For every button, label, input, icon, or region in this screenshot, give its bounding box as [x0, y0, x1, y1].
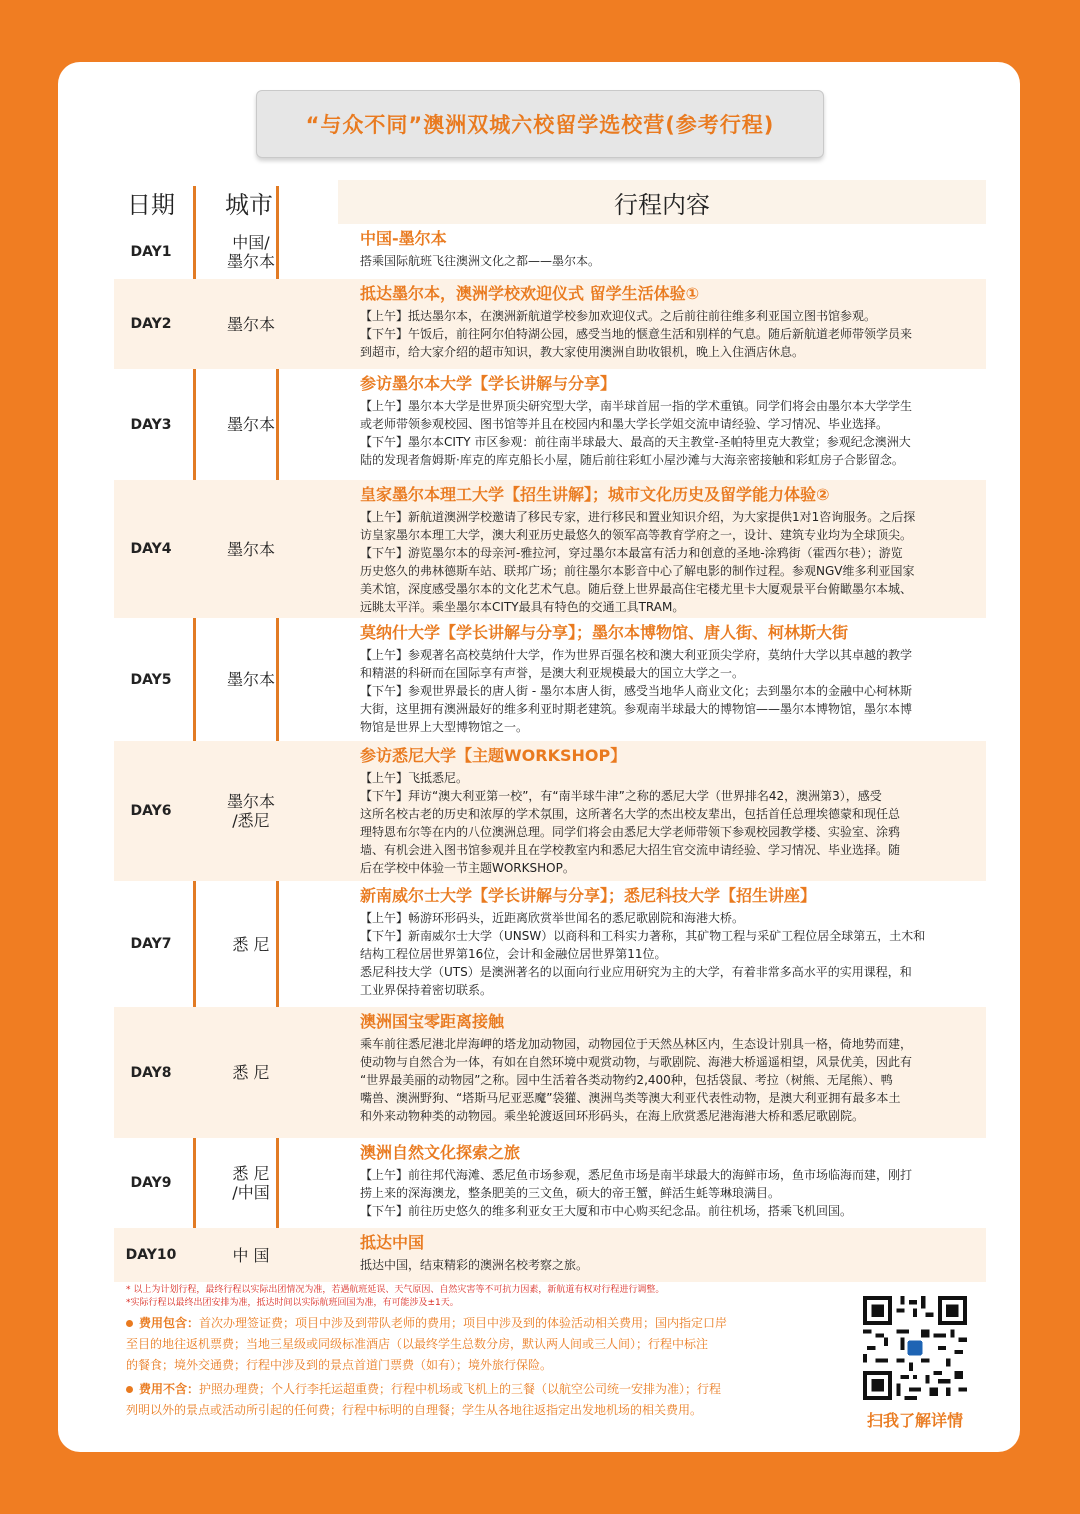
itinerary-text-line: 大街，这里拥有澳洲最好的维多利亚时期老建筑。参观南半球最大的博物馆——墨尔本博物馆，墨尔本博	[360, 702, 913, 716]
day-label: DAY2	[130, 316, 172, 332]
itinerary-text-line: 和外来动物种类的动物园。乘坐轮渡返回环形码头，在海上欣赏悉尼港海港大桥和悉尼歌剧院。	[360, 1109, 865, 1123]
itinerary-text-line: 【上午】前往邦代海滩、悉尼鱼市场参观，悉尼鱼市场是南半球最大的海鲜市场，鱼市场临海而建，刚打	[360, 1168, 913, 1182]
city-line: 墨尔本	[226, 314, 275, 334]
city-label	[194, 881, 308, 1007]
itinerary-text-line: 悉尼科技大学（UTS）是澳洲著名的以面向行业应用研究为主的大学，有着非常多高水平的实用课程，和	[360, 965, 912, 979]
day-title: 抵达中国	[360, 1233, 425, 1252]
notes-section	[126, 1284, 886, 1421]
day-title: 中国-墨尔本	[360, 229, 447, 248]
itinerary-table	[114, 224, 986, 1282]
itinerary-row	[114, 224, 986, 279]
itinerary-text-line: 【下午】午饭后，前往阿尔伯特湖公园，感受当地的惬意生活和别样的气息。随后新航道老师带领学员来	[360, 327, 913, 341]
day-label: DAY8	[130, 1064, 172, 1081]
itinerary-content	[360, 741, 986, 877]
city-label	[194, 1228, 308, 1282]
itinerary-content	[360, 1007, 986, 1125]
fee-include-line: 的餐食；境外交通费；行程中涉及到的景点首道门票费（如有）；境外旅行保险。	[126, 1358, 553, 1372]
itinerary-text-line: 或老师带领参观校园、图书馆等并且在校园内和墨大学长学姐交流申请经验、学习情况、毕业选择。	[360, 417, 889, 431]
itinerary-text-line: 访皇家墨尔本理工大学，澳大利亚历史最悠久的领军高等教育学府之一，设计、建筑专业均为全球顶尖。	[360, 528, 913, 542]
itinerary-text-line: 历史悠久的弗林德斯车站、联邦广场；前往墨尔本影音中心了解电影的制作过程。参观NGV维多利亚国家	[360, 564, 915, 578]
itinerary-row	[114, 279, 986, 369]
bullet-icon	[126, 1320, 133, 1327]
itinerary-text-line: 【下午】参观世界最长的唐人街 - 墨尔本唐人街，感受当地华人商业文化；去到墨尔本的金融中心柯林斯	[360, 684, 912, 698]
itinerary-text-line: 捞上来的深海澳龙，整条肥美的三文鱼，硕大的帝王蟹，鲜活生蚝等琳琅满目。	[360, 1186, 781, 1200]
itinerary-text-line: 【上午】墨尔本大学是世界顶尖研究型大学，南半球首屈一指的学术重镇。同学们将会由墨尔本大学学生	[360, 399, 913, 413]
itinerary-text-line: 后在学校中体验一节主题WORKSHOP。	[360, 861, 575, 875]
itinerary-text-line: 【下午】游览墨尔本的母亲河-雅拉河，穿过墨尔本最富有活力和创意的圣地-涂鸦街（霍西尔巷）；游览	[360, 546, 903, 560]
city-line: 墨尔本	[226, 792, 275, 811]
fee-exclude	[126, 1379, 886, 1421]
fee-include-line: 至目的地往返机票费；当地三星级或同级标准酒店（以最终学生总数分房，默认两人间或三人间）；行程中标注	[126, 1337, 709, 1351]
itinerary-row	[114, 480, 986, 618]
itinerary-row	[114, 881, 986, 1007]
city-line: /中国	[232, 1183, 270, 1202]
itinerary-content	[360, 279, 986, 361]
city-line: 悉 尼	[232, 1164, 270, 1183]
fee-include-label: 费用包含：	[139, 1316, 200, 1330]
column-header-content: 行程内容	[338, 180, 986, 224]
qr-code-icon[interactable]	[863, 1296, 967, 1400]
column-header-date: 日期	[127, 190, 175, 219]
itinerary-text-line: 这所名校古老的历史和浓厚的学术氛围，这所著名大学的杰出校友辈出，包括首任总理埃德蒙和现任总	[360, 807, 901, 821]
city-line: 悉 尼	[232, 934, 270, 954]
day-label: DAY7	[130, 936, 172, 952]
itinerary-content	[360, 480, 986, 616]
itinerary-row	[114, 741, 986, 881]
fee-exclude-label: 费用不含：	[139, 1382, 200, 1396]
fee-exclude-line: 护照办理费；个人行李托运超重费；行程中机场或飞机上的三餐（以航空公司统一安排为准）；行程	[199, 1382, 722, 1396]
fee-include-line: 首次办理签证费；项目中涉及到带队老师的费用；项目中涉及到的体验活动相关费用；国内指定口岸	[199, 1316, 728, 1330]
day-label: DAY1	[130, 243, 172, 260]
day-title: 新南威尔士大学【学长讲解与分享】；悉尼科技大学【招生讲座】	[360, 886, 817, 905]
itinerary-text-line: 美术馆，深度感受墨尔本的文化艺术气息。随后登上世界最高住宅楼尤里卡大厦观景平台俯瞰墨尔本城、	[360, 582, 913, 596]
city-label	[194, 480, 308, 618]
disclaimer-note: *实际行程以最终出团安排为准，抵达时间以实际航班回国为准，有可能涉及±1天。	[126, 1298, 459, 1308]
itinerary-row	[114, 369, 986, 480]
city-line: 悉 尼	[232, 1063, 270, 1082]
city-label	[194, 1007, 308, 1138]
itinerary-text-line: 搭乘国际航班飞往澳洲文化之都——墨尔本。	[360, 254, 601, 268]
itinerary-text-line: 【上午】新航道澳洲学校邀请了移民专家，进行移民和置业知识介绍，为大家提供1对1咨询服务。之后探	[360, 510, 916, 524]
itinerary-content	[360, 1138, 986, 1220]
city-label	[194, 618, 308, 741]
itinerary-row	[114, 1138, 986, 1228]
table-header	[114, 180, 986, 224]
page-title: “与众不同”澳洲双城六校留学选校营(参考行程)	[256, 90, 824, 158]
city-label	[194, 279, 308, 369]
itinerary-text-line: 抵达中国，结束精彩的澳洲名校考察之旅。	[360, 1258, 589, 1272]
itinerary-text-line: 使动物与自然合为一体，有如在自然环境中观赏动物，与歌剧院、海港大桥遥遥相望，风景优美，因此有	[360, 1055, 913, 1069]
itinerary-row	[114, 1007, 986, 1138]
itinerary-text-line: “世界最美丽的动物园”之称。园中生活着各类动物约2,400种，包括袋鼠、考拉（树熊、无尾熊）、鸭	[360, 1073, 893, 1087]
day-title: 澳洲国宝零距离接触	[360, 1012, 505, 1031]
fee-exclude-line: 列明以外的景点或活动所引起的任何费；行程中标明的自理餐；学生从各地往返指定出发地机场的相关费用。	[126, 1403, 703, 1417]
city-line: 中国/	[232, 232, 270, 252]
itinerary-text-line: 理特恩布尔等在内的八位澳洲总理。同学们将会由悉尼大学老师带领下参观校园教学楼、实验室、涂鸦	[360, 825, 901, 839]
itinerary-text-line: 和精湛的科研而在国际享有声誉，是澳大利亚规模最大的国立大学之一。	[360, 666, 745, 680]
bullet-icon	[126, 1386, 133, 1393]
city-label	[194, 741, 308, 881]
itinerary-text-line: 【下午】前往历史悠久的维多利亚女王大厦和市中心购买纪念品。前往机场，搭乘飞机回国。	[360, 1204, 853, 1218]
day-label: DAY9	[130, 1175, 172, 1191]
itinerary-text-line: 陆的发现者詹姆斯·库克的库克船长小屋，随后前往彩虹小屋沙滩与大海亲密接触和彩虹房子合影留念。	[360, 453, 904, 467]
city-line: /悉尼	[232, 811, 270, 830]
day-label: DAY10	[125, 1247, 177, 1263]
itinerary-text-line: 工业界保持着密切联系。	[360, 983, 493, 997]
itinerary-content	[360, 369, 986, 469]
itinerary-text-line: 【上午】抵达墨尔本，在澳洲新航道学校参加欢迎仪式。之后前往前往维多利亚国立图书馆参观。	[360, 309, 877, 323]
itinerary-row	[114, 1228, 986, 1282]
itinerary-text-line: 【上午】飞抵悉尼。	[360, 771, 469, 785]
day-label: DAY5	[130, 671, 172, 688]
itinerary-content	[360, 1228, 986, 1274]
itinerary-text-line: 【下午】墨尔本CITY 市区参观：前往南半球最大、最高的天主教堂-圣帕特里克大教堂；参观纪念澳洲大	[360, 435, 911, 449]
itinerary-text-line: 嘴兽、澳洲野狗、“塔斯马尼亚恶魔”袋獾、澳洲鸟类等澳大利亚代表性动物，是澳大利亚拥有最多本土	[360, 1091, 901, 1105]
itinerary-text-line: 【上午】参观著名高校莫纳什大学，作为世界百强名校和澳大利亚顶尖学府，莫纳什大学以其卓越的教学	[360, 648, 913, 662]
itinerary-text-line: 结构工程位居世界第16位，会计和金融位居世界第11位。	[360, 947, 667, 961]
itinerary-content	[360, 618, 986, 736]
itinerary-text-line: 【上午】畅游环形码头，近距离欣赏举世闻名的悉尼歌剧院和海港大桥。	[360, 911, 745, 925]
day-title: 抵达墨尔本，澳洲学校欢迎仪式 留学生活体验①	[360, 284, 700, 303]
itinerary-text-line: 到超市，给大家介绍的超市知识，教大家使用澳洲自助收银机，晚上入住酒店休息。	[360, 345, 805, 359]
qr-code-label: 扫我了解详情	[866, 1411, 963, 1430]
itinerary-row	[114, 618, 986, 741]
itinerary-text-line: 物馆是世界上大型博物馆之一。	[360, 720, 529, 734]
itinerary-card	[58, 62, 1020, 1452]
itinerary-text-line: 远眺太平洋。乘坐墨尔本CITY最具有特色的交通工具TRAM。	[360, 600, 685, 614]
day-label: DAY6	[130, 803, 172, 819]
city-line: 墨尔本	[226, 415, 275, 434]
itinerary-content	[360, 881, 986, 999]
city-line: 中 国	[232, 1245, 270, 1265]
day-label: DAY4	[130, 541, 172, 557]
day-label: DAY3	[130, 416, 172, 433]
city-line: 墨尔本	[226, 539, 275, 559]
fee-include	[126, 1313, 886, 1376]
day-title: 澳洲自然文化探索之旅	[360, 1143, 521, 1162]
disclaimer-note: * 以上为计划行程，最终行程以实际出团情况为准，若遇航班延误、天气原因、自然灾害等不可抗力因素，新航道有权对行程进行调整。	[126, 1285, 665, 1295]
itinerary-text-line: 【下午】新南威尔士大学（UNSW）以商科和工科实力著称，其矿物工程与采矿工程位居全球第五，土木和	[360, 929, 926, 943]
day-title: 参访悉尼大学【主题WORKSHOP】	[360, 746, 627, 765]
day-title: 参访墨尔本大学【学长讲解与分享】	[360, 374, 617, 393]
city-line: 墨尔本	[226, 670, 275, 689]
city-label	[194, 224, 308, 279]
itinerary-content	[360, 224, 986, 270]
city-label	[194, 369, 308, 480]
itinerary-text-line: 【下午】拜访“澳大利亚第一校”，有“南半球牛津”之称的悉尼大学（世界排名42，澳洲第3），感受	[360, 789, 882, 803]
itinerary-text-line: 乘车前往悉尼港北岸海岬的塔龙加动物园，动物园位于天然丛林区内，生态设计别具一格，倚地势而建，	[360, 1037, 913, 1051]
day-title: 莫纳什大学【学长讲解与分享】；墨尔本博物馆、唐人街、柯林斯大街	[360, 623, 849, 642]
itinerary-text-line: 墙、有机会进入图书馆参观并且在学校教室内和悉尼大招生官交流申请经验、学习情况、毕业选择。随	[360, 843, 901, 857]
city-line: 墨尔本	[226, 251, 275, 271]
day-title: 皇家墨尔本理工大学【招生讲解】；城市文化历史及留学能力体验②	[360, 485, 830, 504]
column-header-city: 城市	[225, 190, 273, 219]
city-label	[194, 1138, 308, 1228]
